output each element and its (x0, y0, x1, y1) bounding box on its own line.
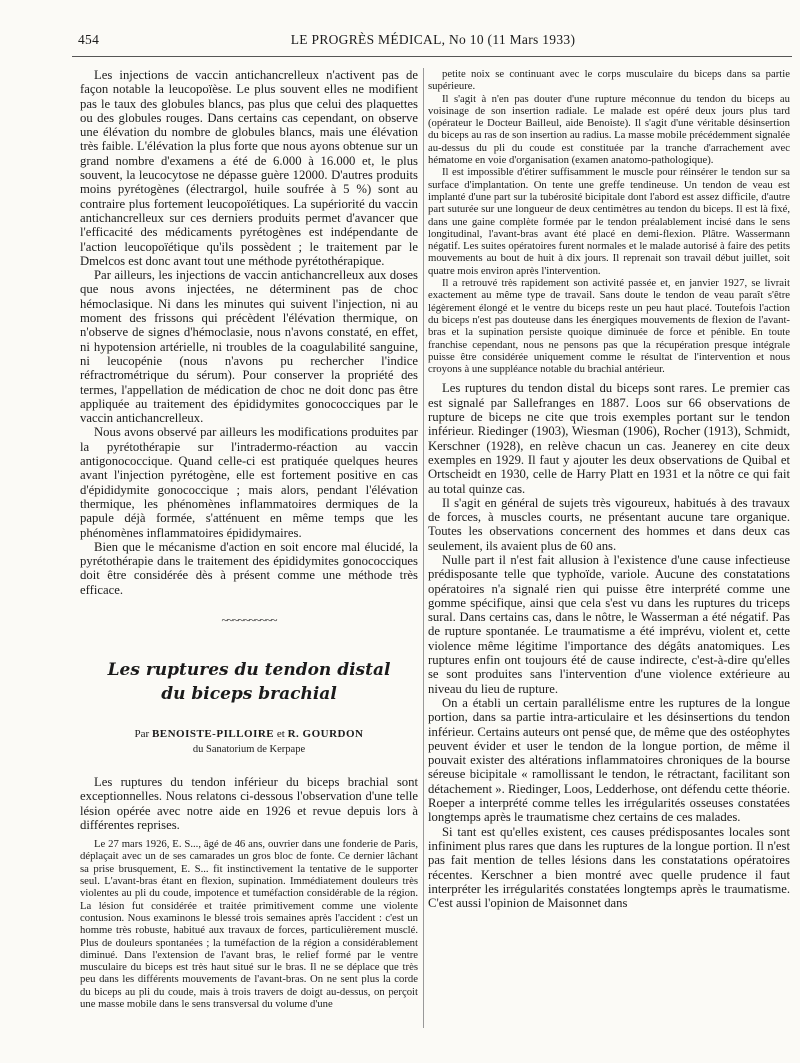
author-affiliation: du Sanatorium de Kerpape (192, 743, 306, 755)
byline-and: et (276, 727, 285, 740)
left-paragraph-4: Bien que le mécanisme d'action en soit encore mal élucidé, la pyrétothérapie dans le traitement des épididymites gonococciques doit être considérée dès à présent comme une méthode très efficace. (80, 539, 418, 597)
case-paragraph-1: petite noix se continuant avec le corps musculaire du biceps dans sa partie supérieure. (428, 68, 790, 93)
page-header (78, 32, 788, 50)
right-column (428, 68, 790, 910)
left-paragraph-2: Par ailleurs, les injections de vaccin antichancrelleux aux doses que nous avons injectées, ne déterminent pas de choc hémoclasique. Ni dans les minutes qui suivent l'injection, ni au moment des frissons qui précèdent l'élévation thermique, on n'observe de signes d'hémoclasie, nous n'avons constaté, en effet, ni hypotension artérielle, ni troubles de la coagulabilité sanguine, ni leucopénie (nous n'avons pu rechercher l'indice réfractrométrique du sérum). Pour conserver la propriété des termes, l'appellation de médication de choc ne doit donc pas être appliquée au traitement des épididymites gonococciques par le vaccin antichancrelleux. (80, 268, 418, 426)
right-paragraph-5: Si tant est qu'elles existent, ces causes prédisposantes locales sont infiniment plus rares que dans les ruptures de la longue portion. Il n'est pas fait mention de telles lésions dans les constatations opératoires récentes. Kerschner a bien montré avec quelle prudence il faut interpréter les irrégularités constatées longtemps après le traumatisme. C'est aussi l'opinion de Maisonnet dans (428, 824, 790, 911)
author-1: BENOISTE-PILLOIRE (151, 727, 275, 740)
right-paragraph-2: Il s'agit en général de sujets très vigoureux, habitués à des travaux de forces, à muscles courts, ne présentant aucune tare organique. Toutes les observations concernent des hommes et dans deux cas seulement, ils avaient plus de 60 ans. (428, 495, 790, 553)
page-number: 454 (78, 32, 100, 47)
left-column (80, 68, 418, 1010)
byline-par: Par (134, 727, 150, 740)
section-ornament: ~~~~~~~~~~ (221, 612, 277, 627)
article-byline (80, 728, 418, 740)
author-2: R. GOURDON (287, 727, 364, 740)
right-paragraph-3: Nulle part il n'est fait allusion à l'existence d'une cause infectieuse prédisposante telle que typhoïde, variole. Aucune des constatations opératoires n'a signalé rien qui puisse être interprété comme une gomme spécifique, ainsi que cela s'est vu dans les ruptures du triceps sural. Dans certains cas, dans le nôtre, le Wasserman a été négatif. Pas de rupture spontanée. Le traumatisme a été imprévu, violent et, cette violence même légitime l'importance des dégâts anatomiques. Les ruptures enfin ont toujours été de cause indirecte, c'est-à-dire qu'elles se sont produites sans l'intervention d'une violence extérieure au niveau du lieu de rupture. (428, 552, 790, 696)
article-title-line-1: Les ruptures du tendon distal (107, 659, 391, 680)
right-paragraph-1: Les ruptures du tendon distal du biceps sont rares. Le premier cas est signalé par Sallefranges en 1887. Loos sur 66 observations de rupture de biceps ne cite que trois exemples portant sur le tendon inférieur. Riedinger (1903), Wiesman (1906), Rocher (1913), Schmidt, Kerschner (1928), en relève chacun un cas. Jeanerey en cite deux exemples en 1929. Il faut y ajouter les deux observations de Quibal et Ortscheidt en 1930, celle de Harry Platt en 1931 et la nôtre ce qui fait au total quinze cas. (428, 381, 790, 496)
running-title: LE PROGRÈS MÉDICAL, No 10 (11 Mars 1933) (290, 32, 576, 47)
article-title-line-2: du biceps brachial (161, 683, 337, 704)
column-divider (423, 68, 424, 1028)
article-intro: Les ruptures du tendon inférieur du biceps brachial sont exceptionnelles. Nous relatons ci-dessous l'observation d'une telle lésion opérée avec notre aide en 1926 et revue depuis lors à différentes reprises. (80, 774, 418, 832)
left-paragraph-3: Nous avons observé par ailleurs les modifications produites par la pyrétothérapie sur l'intradermo-réaction au vaccin antigonococcique. Quand celle-ci est pratiquée quelques heures avant l'injection pyrétogène, elle est fortement positive en cas d'épididymite gonococcique ; mais alors, pendant l'élévation thermique, les phénomènes inflammatoires dermiques de la papule déjà formée, s'atténuent en même temps que les phénomènes inflammatoires épididymaires. (80, 425, 418, 540)
left-paragraph-1: Les injections de vaccin antichancrelleux n'activent pas de façon notable la leucopoïèse. Le plus souvent elles ne modifient pas le taux des globules blancs, pas plus que celui des plaquettes ou des globules rouges. Dans certains cas cependant, on observe une élévation du nombre de globules blancs, mais une élévation très faible. L'élévation la plus forte que nous ayons obtenue sur un grand nombre d'examens a été de 6.000 à 16.000 et, le plus souvent, la leucocytose ne dépasse guère 12000. D'autres produits moins pyrétogènes (électrargol, huile soufrée à 5 %) sont au contraire plus fortement leucopoïétiques. La supériorité du vaccin antichancrelleux sur ces derniers produits permet d'avancer que l'efficacité des médicaments pyrétogènes est indépendante de l'action leucopoïétique qu'ils possèdent ; le traitement par le Dmelcos est donc avant tout une méthode pyrétothérapique. (80, 68, 418, 268)
case-paragraph-4: Il a retrouvé très rapidement son activité passée et, en janvier 1927, se livrait exactement au même type de travail. Sans doute le tendon de veau paraît s'être légèrement élongé et le ventre du biceps reste un peu haut placé. Toutefois l'action du biceps n'est pas douteuse dans les énergiques mouvements de flexion de l'avant-bras et la supination persiste quoique diminuée de force et pénible. En toute franchise cependant, nous ne pensons pas que la récupération presque intégrale puisse être considérée uniquement comme le résultat de l'intervention et nous croyons à une suppléance notable du brachial antérieur. (428, 277, 790, 376)
case-report: Le 27 mars 1926, E. S..., âgé de 46 ans, ouvrier dans une fonderie de Paris, déplaçait avec un de ses camarades un gros bloc de fonte. Ce dernier lâchant sa prise brusquement, E. S... fit instinctivement la tentative de le supporter seul. L'avant-bras étant en flexion, supination. Immédiatement douleurs très violentes au pli du coude, impotence et tuméfaction considérable de la région. La lésion fut considérée et traitée primitivement comme une violente contusion. Nous examinons le blessé trois semaines après l'accident : c'est un homme très robuste, habitué aux travaux de forces, particulièrement musclé. Plus de douleurs spontanées ; la tuméfaction de la région a considérablement diminué. Dans l'extension de l'avant bras, le relief formé par le ventre musculaire du biceps est très haut situé sur le bras. Il ne se déplace que très peu dans les différents mouvements de l'avant-bras. On ne sent plus la corde du biceps au pli du coude, mais à trois travers de doigt au-dessus, on perçoit une masse mobile dans le sens transversal du volume d'une (80, 838, 418, 1011)
case-paragraph-3: Il est impossible d'étirer suffisamment le muscle pour réinsérer le tendon sur sa surface d'implantation. On tente une greffe tendineuse. Un tendon de veau est implanté d'une part sur la tubérosité bicipitale dont l'abord est assez difficile, d'autre part suturée sur une longueur de deux centimètres au tendon du biceps. Il est là fixé, dans une gaine complète formée par le tendon préalablement incisé dans le sens longitudinal, l'avant-bras avant été placé en demi-flexion. Plâtre. Wassermann négatif. Les suites opératoires furent normales et le malade autorisé à faire des petits mouvements au bout de huit à dix jours. Il reprenait son travail début juillet, soit quatre mois environ après l'intervention. (428, 166, 790, 277)
header-rule (72, 56, 792, 57)
right-paragraph-4: On a établi un certain parallélisme entre les ruptures de la longue portion, dans sa partie intra-articulaire et les désinsertions du tendon inférieur. Certains auteurs ont pensé que, de même que des ostéophytes peuvent évider et user le tendon de la longue portion, de même il pouvait exister des altérations inflammatoires chroniques de la bourse séreuse bicipitale « ramollissant le tendon, le rétractant, facilitant son détachement ». Riedinger, Loos, Ledderhose, ont défendu cette théorie. Roeper a interprété comme telles les irrégularités osseuses constatées longtemps après le traumatisme chez certains de ces malades. (428, 695, 791, 825)
case-paragraph-2: Il s'agit à n'en pas douter d'une rupture méconnue du tendon du biceps au voisinage de son insertion radiale. Le malade est opéré deux jours plus tard (opérateur le Docteur Bailleul, aide Benoiste). Il s'agit d'une véritable désinsertion du biceps au ras de son insertion au radius. La masse mobile précédemment signalée au-dessus du pli du coude est constituée par la tranche d'arrachement avec hématome en voie d'organisation (examen anatomo-pathologique). (428, 92, 790, 167)
